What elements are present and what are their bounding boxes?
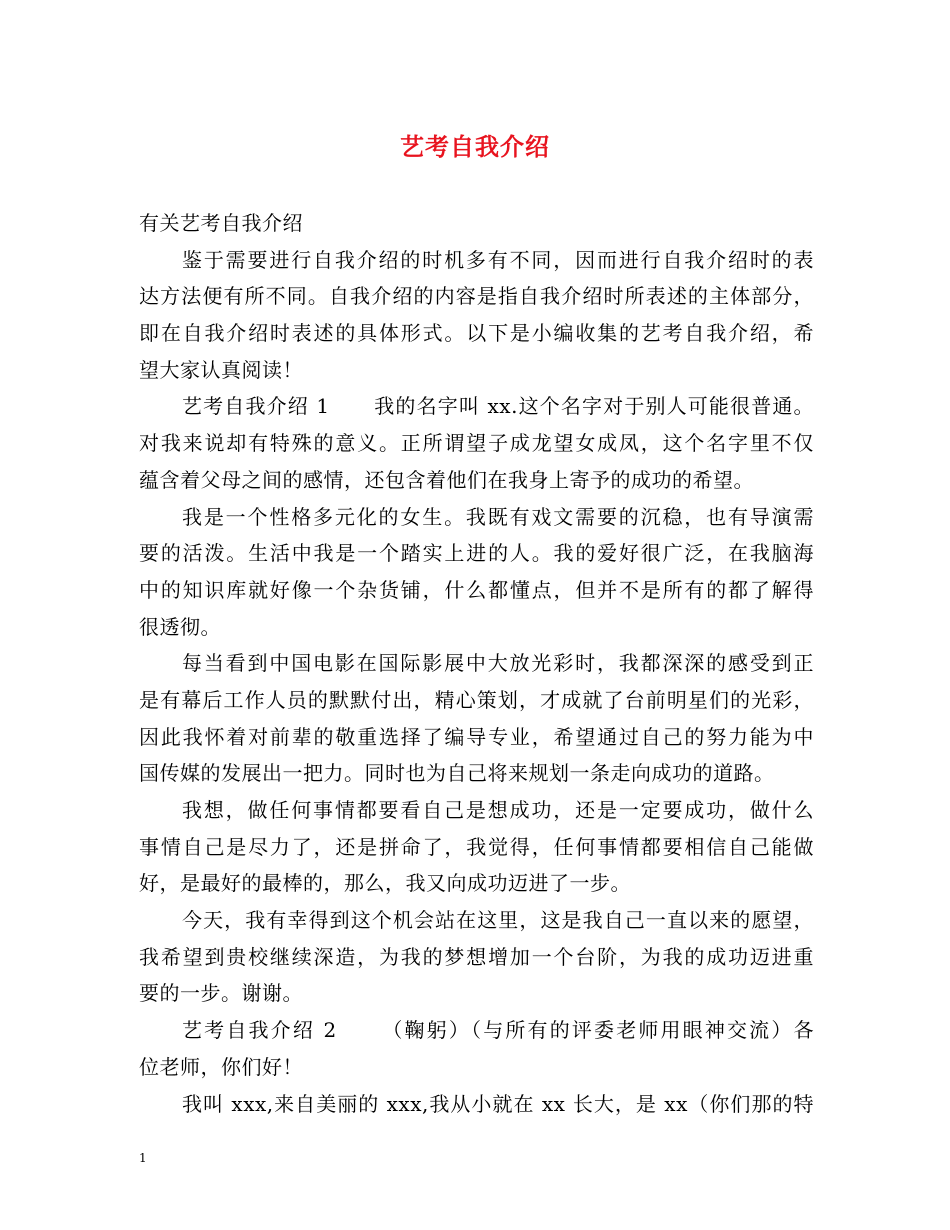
- text-line: 蕴含着父母之间的感情，还包含着他们在我身上寄予的成功的希望。: [139, 467, 754, 492]
- text-line: [139, 388, 814, 425]
- text-line: 好，是最好的最棒的，那么，我又向成功迈进了一步。: [139, 871, 631, 896]
- text-line: 我想，做任何事情都要看自己是想成功，还是一定要成功，做什么: [182, 798, 814, 822]
- text-line: 对我来说却有特殊的意义。正所谓望子成龙望女成凤，这个名字里不仅: [139, 431, 814, 456]
- page-number: 1: [139, 1151, 147, 1165]
- text-line: 即在自我介绍时表述的具体形式。以下是小编收集的艺考自我介绍，希: [139, 321, 814, 346]
- text-line: 有关艺考自我介绍: [139, 211, 303, 235]
- text-line: 要的活泼。生活中我是一个踏实上进的人。我的爱好很广泛，在我脑海: [139, 541, 814, 566]
- text-line: 望大家认真阅读！: [139, 357, 303, 382]
- text-line: 鉴于需要进行自我介绍的时机多有不同，因而进行自我介绍时的表: [182, 247, 814, 272]
- text-line: 每当看到中国电影在国际影展中大放光彩时，我都深深的感受到正: [182, 651, 814, 676]
- text-line: 要的一步。谢谢。: [139, 981, 303, 1006]
- document-body: [139, 205, 814, 1122]
- text-line: [139, 1012, 814, 1049]
- text-line: 位老师，你们好！: [139, 1054, 303, 1079]
- section-heading: 艺考自我介绍 1: [182, 394, 330, 419]
- text-line: 今天，我有幸得到这个机会站在这里，这是我自己一直以来的愿望，: [182, 908, 814, 933]
- text-line: 国传媒的发展出一把力。同时也为自己将来规划一条走向成功的道路。: [139, 761, 775, 786]
- text-line: 事情自己是尽力了，还是拼命了，我觉得，任何事情都要相信自己能做: [139, 834, 814, 859]
- text-line: 中的知识库就好像一个杂货铺，什么都懂点，但并不是所有的都了解得: [139, 577, 814, 602]
- text-line: 我叫 xxx,来自美丽的 xxx,我从小就在 xx 长大，是 xx（你们那的特: [182, 1091, 814, 1116]
- text-line: 很透彻。: [139, 614, 221, 639]
- text-line: 是有幕后工作人员的默默付出，精心策划，才成就了台前明星们的光彩，: [139, 687, 814, 712]
- document-title: 艺考自我介绍: [400, 132, 550, 161]
- section-heading: 艺考自我介绍 2: [182, 1018, 337, 1043]
- text-line: 因此我怀着对前辈的敬重选择了编导专业，希望通过自己的努力能为中: [139, 724, 814, 749]
- text-line: 我希望到贵校继续深造，为我的梦想增加一个台阶，为我的成功迈进重: [139, 944, 814, 969]
- text-line: 我是一个性格多元化的女生。我既有戏文需要的沉稳，也有导演需: [182, 504, 814, 529]
- text-segment: （鞠躬）（与所有的评委老师用眼神交流）各: [380, 1018, 814, 1043]
- text-segment: 我的名字叫 xx.这个名字对于别人可能很普通。: [373, 394, 814, 419]
- text-line: 达方法便有所不同。自我介绍的内容是指自我介绍时所表述的主体部分，: [139, 284, 814, 309]
